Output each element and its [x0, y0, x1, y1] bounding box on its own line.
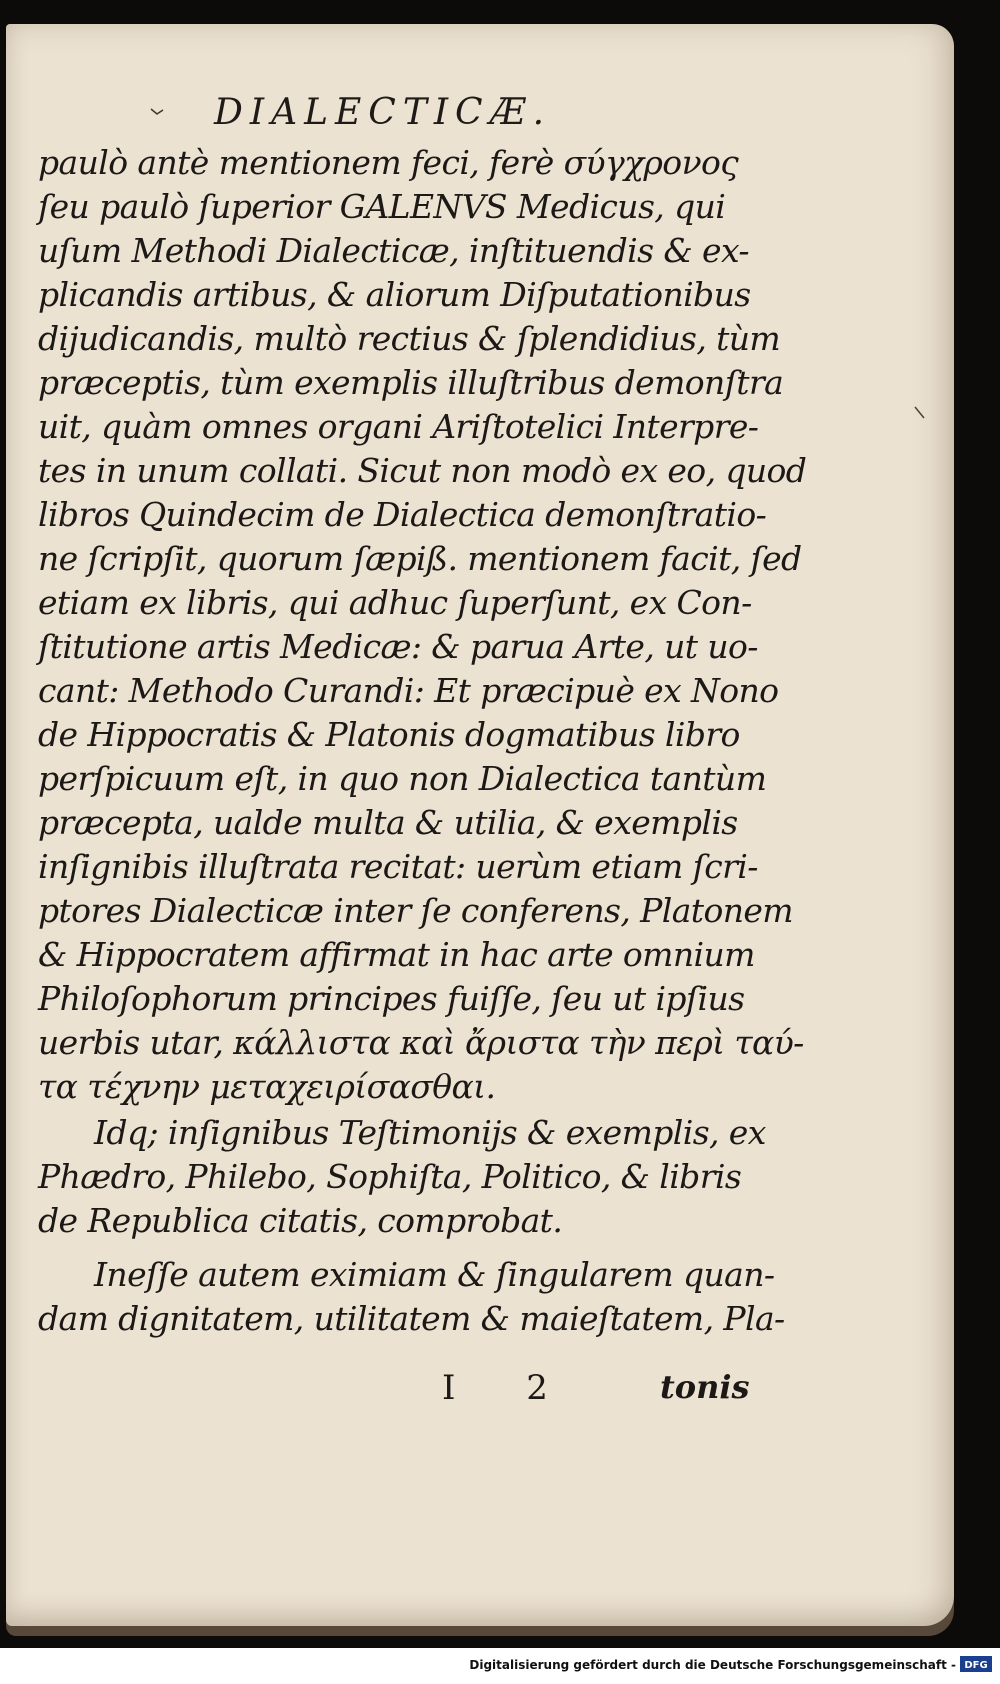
svg-text:DFG: DFG — [964, 1660, 988, 1671]
text-line: ne ſcripſit, quorum ſæpiß. mentionem facit, ſed — [38, 539, 802, 578]
text-line: Phædro, Philebo, Sophiſta, Politico, & libris — [38, 1157, 742, 1196]
text-line: uit, quàm omnes organi Ariſtotelici Interpre- — [38, 407, 759, 446]
text-line: dam dignitatem, utilitatem & maieſtatem, Pla- — [38, 1299, 785, 1338]
text-line: cant: Methodo Curandi: Et præcipuè ex Nono — [38, 671, 779, 710]
text-line: de Hippocratis & Platonis dogmatibus libro — [38, 715, 740, 754]
text-line: tes in unum collati. Sicut non modò ex eo, quod — [38, 451, 807, 490]
text-line: plicandis artibus, & aliorum Diſputationibus — [38, 275, 751, 314]
text-line: ptores Dialecticæ inter ſe conferens, Platonem — [38, 891, 793, 930]
signature-mark: I 2 — [442, 1368, 578, 1408]
text-line: præceptis, tùm exemplis illuſtribus demonſtra — [38, 363, 784, 402]
text-line: perſpicuum eſt, in quo non Dialectica tantùm — [38, 759, 767, 798]
text-line: uſum Methodi Dialecticæ, inſtituendis & ex- — [38, 231, 749, 270]
text-line: Philoſophorum principes fuiſſe, ſeu ut ipſius — [38, 979, 745, 1018]
text-line: uerbis utar, κάλλιστα καὶ ἄριστα τὴν περὶ ταύ- — [38, 1023, 804, 1062]
text-line: præcepta, ualde multa & utilia, & exemplis — [38, 803, 738, 842]
text-line: Idq; inſignibus Teſtimonijs & exemplis, ex — [94, 1113, 766, 1152]
footer-credit: Digitalisierung gefördert durch die Deutsche Forschungsgemeinschaft - — [469, 1658, 956, 1672]
text-line: libros Quindecim de Dialectica demonſtratio- — [38, 495, 767, 534]
text-line: τα τέχνην μεταχειρίσασθαι. — [38, 1067, 496, 1106]
text-line: ſtitutione artis Medicæ: & parua Arte, ut uo- — [38, 627, 758, 666]
text-line: Ineſſe autem eximiam & ſingularem quan- — [94, 1255, 775, 1294]
text-line: dijudicandis, multò rectius & ſplendidius, tùm — [38, 319, 781, 358]
margin-scratch-icon — [914, 406, 926, 420]
text-line: & Hippocratem affirmat in hac arte omnium — [38, 935, 755, 974]
catchword: tonis — [660, 1368, 750, 1406]
text-line: ſeu paulò ſuperior GALENVS Medicus, qui — [38, 187, 726, 226]
text-line: de Republica citatis, comprobat. — [38, 1201, 563, 1240]
text-line: etiam ex libris, qui adhuc ſuperſunt, ex Con- — [38, 583, 752, 622]
running-head: DIALECTICÆ. — [214, 92, 552, 133]
margin-speck-icon — [150, 108, 164, 116]
text-line: paulò antè mentionem feci, ferè σύγχρονος — [38, 143, 739, 182]
dfg-logo-icon — [960, 1656, 992, 1672]
text-line: inſignibis illuſtrata recitat: uerùm etiam ſcri- — [38, 847, 758, 886]
footer-bar — [0, 1648, 1000, 1684]
